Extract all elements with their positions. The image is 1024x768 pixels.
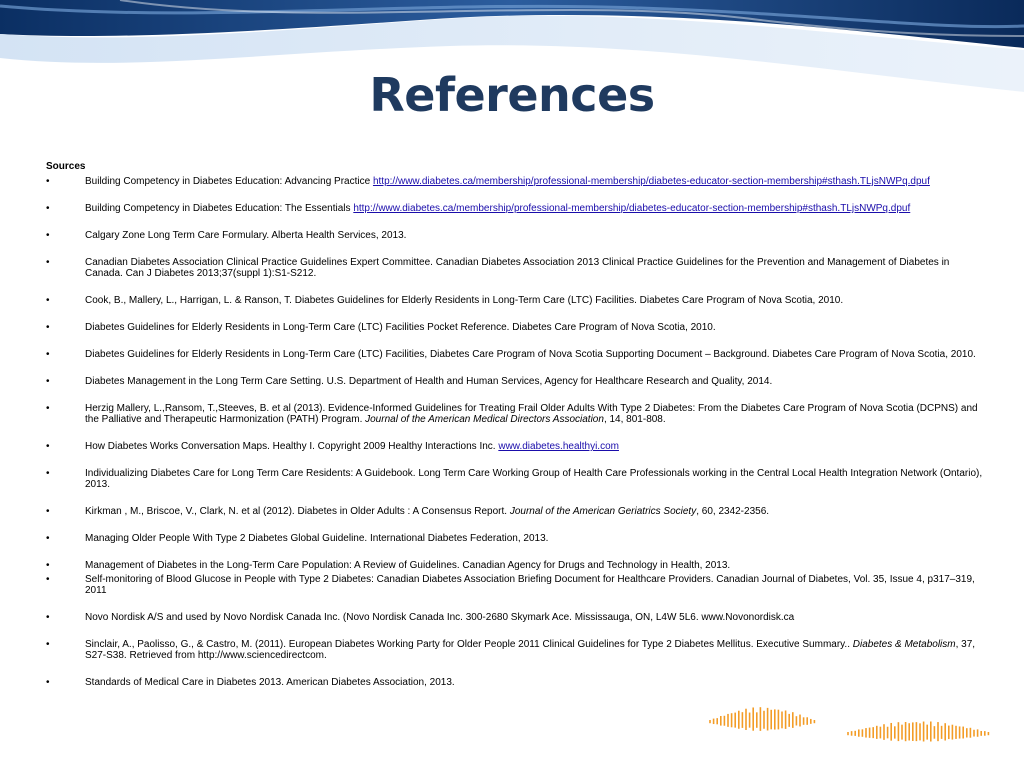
reference-text: Managing Older People With Type 2 Diabetes Global Guideline. International Diabetes Federation, 2013. bbox=[85, 533, 549, 544]
reference-text: Building Competency in Diabetes Education: Advancing Practice bbox=[85, 176, 373, 187]
reference-item bbox=[46, 376, 986, 387]
reference-item bbox=[46, 230, 986, 241]
reference-text: Diabetes Guidelines for Elderly Residents in Long-Term Care (LTC) Facilities Pocket Reference. Diabetes Care Program of Nova Scotia, 2010. bbox=[85, 322, 716, 333]
reference-text: How Diabetes Works Conversation Maps. Healthy I. Copyright 2009 Healthy Interactions Inc. bbox=[85, 441, 499, 452]
reference-item bbox=[46, 506, 986, 517]
reference-item bbox=[46, 203, 986, 214]
reference-item bbox=[46, 403, 986, 425]
reference-text: Individualizing Diabetes Care for Long Term Care Residents: A Guidebook. Long Term Care Working Group of Health Care Professionals working in the Central Local Health Integration Network (Ontario), 2013. bbox=[85, 468, 983, 490]
reference-item bbox=[46, 349, 986, 360]
sources-heading: Sources bbox=[46, 161, 86, 172]
reference-text: Canadian Diabetes Association Clinical Practice Guidelines Expert Committee. Canadian Diabetes Association 2013 Clinical Practice Guidelines for the Prevention and Management of Diabetes in Canada. Can J Diabetes 2013;37(suppl 1):S1-S212. bbox=[85, 257, 950, 279]
reference-item bbox=[46, 560, 986, 571]
reference-text: Sinclair, A., Paolisso, G., & Castro, M. (2011). European Diabetes Working Party for Older People 2011 Clinical Guidelines for Type 2 Diabetes Mellitus. Executive Summary.. bbox=[85, 639, 853, 650]
references-section bbox=[46, 161, 986, 704]
page-title: References bbox=[369, 68, 655, 122]
reference-item bbox=[46, 574, 986, 596]
reference-item bbox=[46, 322, 986, 333]
reference-text: Diabetes Guidelines for Elderly Residents in Long-Term Care (LTC) Facilities, Diabetes Care Program of Nova Scotia Supporting Document – Background. Diabetes Care Program of Nova Scotia, 2010. bbox=[85, 349, 976, 360]
reference-item bbox=[46, 441, 986, 452]
reference-text: Self-monitoring of Blood Glucose in People with Type 2 Diabetes: Canadian Diabetes Association Briefing Document for Healthcare Providers. Canadian Journal of Diabetes, Vol. 35, Issue 4, p317–319, 2011 bbox=[85, 574, 975, 596]
reference-item bbox=[46, 257, 986, 279]
reference-item bbox=[46, 176, 986, 187]
reference-item bbox=[46, 533, 986, 544]
journal-title: Journal of the American Geriatrics Society bbox=[509, 506, 697, 517]
reference-text: Calgary Zone Long Term Care Formulary. Alberta Health Services, 2013. bbox=[85, 230, 407, 241]
reference-link[interactable]: http://www.diabetes.ca/membership/professional-membership/diabetes-educator-section-membership#sthash.TLjsNWPq.dpuf bbox=[372, 176, 930, 187]
reference-text: Diabetes Management in the Long Term Care Setting. U.S. Department of Health and Human Services, Agency for Healthcare Research and Quality, 2014. bbox=[85, 376, 773, 387]
reference-item bbox=[46, 639, 986, 661]
journal-title: Diabetes & Metabolism bbox=[852, 639, 956, 650]
reference-text: Novo Nordisk A/S and used by Novo Nordisk Canada Inc. (Novo Nordisk Canada Inc. 300-2680 Skymark Ace. Mississauga, ON, L4W 5L6. www.Novonordisk.ca bbox=[85, 612, 795, 623]
reference-link[interactable]: http://www.diabetes.ca/membership/professional-membership/diabetes-educator-section-membership#sthash.TLjsNWPq.dpuf bbox=[353, 203, 911, 214]
citation-details: , 37, S27-S38. Retrieved from http://www.sciencedirectcom. bbox=[85, 639, 976, 661]
reference-text: Cook, B., Mallery, L., Harrigan, L. & Ranson, T. Diabetes Guidelines for Elderly Residents in Long-Term Care (LTC) Facilities. Diabetes Care Program of Nova Scotia, 2010. bbox=[85, 295, 844, 306]
reference-link[interactable]: www.diabetes.healthyi.com bbox=[498, 441, 619, 452]
reference-text: Kirkman , M., Briscoe, V., Clark, N. et al (2012). Diabetes in Older Adults : A Consensus Report. bbox=[85, 506, 510, 517]
reference-item bbox=[46, 612, 986, 623]
reference-text: Standards of Medical Care in Diabetes 2013. American Diabetes Association, 2013. bbox=[85, 677, 455, 688]
citation-details: , 60, 2342-2356. bbox=[696, 506, 770, 517]
reference-item bbox=[46, 468, 986, 490]
waveform-logo bbox=[710, 707, 988, 741]
citation-details: , 14, 801-808. bbox=[603, 414, 666, 425]
reference-list bbox=[46, 176, 986, 688]
reference-item bbox=[46, 295, 986, 306]
reference-item bbox=[46, 677, 986, 688]
journal-title: Journal of the American Medical Directors Association bbox=[365, 414, 604, 425]
reference-text: Herzig Mallery, L.,Ransom, T.,Steeves, B. et al (2013). Evidence-Informed Guidelines for Treating Frail Older Adults With Type 2 Diabetes: From the Diabetes Care Program of Nova Scotia (DCPNS) and the Palliative and Therapeutic Harmonization (PATH) Program. bbox=[85, 403, 978, 425]
reference-text: Building Competency in Diabetes Education: The Essentials bbox=[85, 203, 354, 214]
reference-text: Management of Diabetes in the Long-Term Care Population: A Review of Guidelines. Canadian Agency for Drugs and Technology in Health, 2013. bbox=[85, 560, 731, 571]
